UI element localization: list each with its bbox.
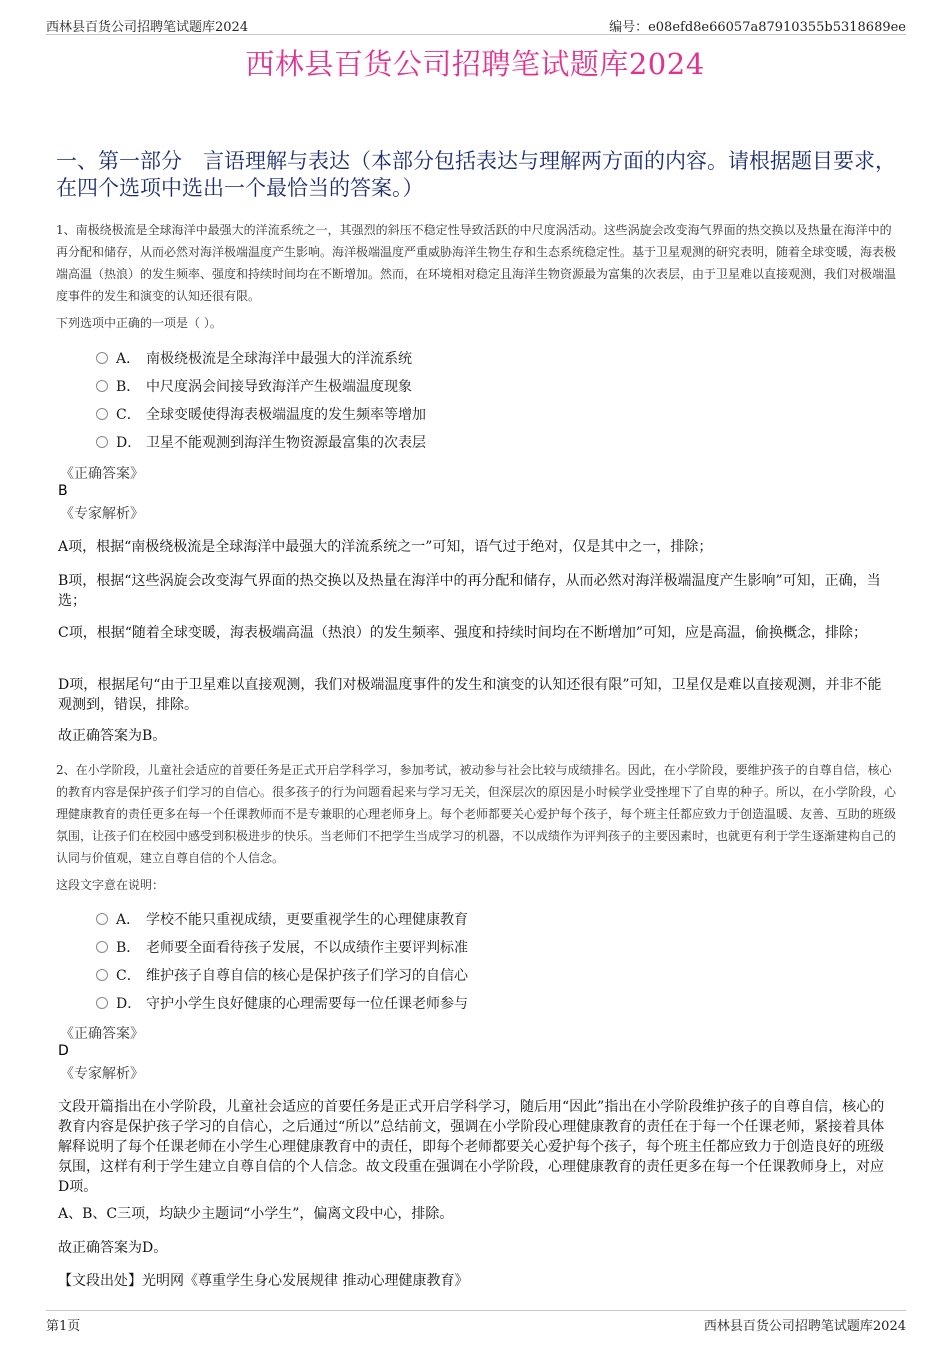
header-doc-id: 编号：e08efd8e66057a87910355b5318689ee xyxy=(609,20,906,35)
q1-analysis-d: D项，根据尾句“由于卫星难以直接观测，我们对极端温度事件的发生和演变的认知还很有限”可知，卫星仅是难以直接观测，并非不能观测到，错误，排除。 xyxy=(58,677,882,713)
header-left-text: 西林县百货公司招聘笔试题库2024 xyxy=(46,20,249,35)
question-2-prompt: 这段文字意在说明： xyxy=(56,878,165,892)
radio-icon[interactable] xyxy=(96,352,108,364)
question-2-text: 2、在小学阶段，儿童社会适应的首要任务是正式开启学科学习，参加考试，被动参与社会比较与成绩排名。因此，在小学阶段，要维护孩子的自尊自信，核心的教育内容是保护孩子们学习的自信心。很多孩子的行为问题看起来与学习无关，但深层次的原因是小时候学业受挫埋下了自卑的种子。所以，在小学阶段，心理健康教育的责任更多在每一个任课教师而不是专兼职的心理老师身上。每个老师都要关心爱护每个孩子，每个班主任都应致力于创造温暖、友善、互助的班级氛围，让孩子们在校园中感受到积极进步的快乐。当老师们不把学生当成学习的机器，不以成绩作为评判孩子的主要因素时，也就更有利于学生逐渐建构自己的认同与价值观，建立自尊自信的个人信念。 xyxy=(56,763,897,865)
q1-answer-label: 《正确答案》 xyxy=(60,466,144,482)
radio-icon[interactable] xyxy=(96,997,108,1009)
page-header xyxy=(46,14,906,35)
footer-title: 西林县百货公司招聘笔试题库2024 xyxy=(703,1319,906,1334)
q2-analysis-label: 《专家解析》 xyxy=(60,1066,144,1082)
page-title: 西林县百货公司招聘笔试题库2024 xyxy=(245,47,705,81)
q1-analysis-a: A项，根据“南极绕极流是全球海洋中最强大的洋流系统之一”可知，语气过于绝对，仅是其中之一，排除； xyxy=(58,539,713,555)
q2-answer-label: 《正确答案》 xyxy=(60,1026,144,1042)
q1-analysis-label: 《专家解析》 xyxy=(60,506,144,522)
radio-icon[interactable] xyxy=(96,408,108,420)
page-number: 第1页 xyxy=(46,1319,81,1334)
q2-option-a[interactable]: A． 学校不能只重视成绩，更要重视学生的心理健康教育 xyxy=(96,910,468,930)
page-footer xyxy=(46,1310,906,1334)
q1-option-c[interactable]: C． 全球变暖使得海表极端温度的发生频率等增加 xyxy=(96,405,426,425)
q1-analysis-conclusion: 故正确答案为B。 xyxy=(58,728,167,744)
radio-icon[interactable] xyxy=(96,941,108,953)
q1-analysis-c: C项，根据“随着全球变暖，海表极端高温（热浪）的发生频率、强度和持续时间均在不断增加”可知，应是高温，偷换概念，排除； xyxy=(58,625,868,641)
radio-icon[interactable] xyxy=(96,436,108,448)
q2-analysis-conclusion: 故正确答案为D。 xyxy=(58,1240,168,1256)
question-1-text: 1、南极绕极流是全球海洋中最强大的洋流系统之一，其强烈的斜压不稳定性导致活跃的中尺度涡活动。这些涡旋会改变海气界面的热交换以及热量在海洋中的再分配和储存，从而必然对海洋极端温度产生影响。海洋极端温度严重威胁海洋生物生存和生态系统稳定性。基于卫星观测的研究表明，随着全球变暖，海表极端高温（热浪）的发生频率、强度和持续时间均在不断增加。然而，在环境相对稳定且海洋生物资源最为富集的次表层，由于卫星难以直接观测，我们对极端温度事件的发生和演变的认知还很有限。 xyxy=(56,223,897,303)
q1-answer: B xyxy=(58,483,68,499)
question-1-prompt: 下列选项中正确的一项是（ ）。 xyxy=(56,316,222,330)
q1-option-d[interactable]: D． 卫星不能观测到海洋生物资源最富集的次表层 xyxy=(96,433,426,453)
section-heading: 一、第一部分 言语理解与表达（本部分包括表达与理解两方面的内容。请根据题目要求，在四个选项中选出一个最恰当的答案。） xyxy=(56,149,896,200)
q2-source: 【文段出处】光明网《尊重学生身心发展规律 推动心理健康教育》 xyxy=(58,1273,469,1289)
radio-icon[interactable] xyxy=(96,969,108,981)
q2-option-c[interactable]: C． 维护孩子自尊自信的核心是保护孩子们学习的自信心 xyxy=(96,966,468,986)
q2-option-b[interactable]: B． 老师要全面看待孩子发展，不以成绩作主要评判标准 xyxy=(96,938,468,958)
q1-option-a[interactable]: A． 南极绕极流是全球海洋中最强大的洋流系统 xyxy=(96,349,412,369)
radio-icon[interactable] xyxy=(96,913,108,925)
q2-analysis-others: A、B、C三项，均缺少主题词“小学生”，偏离文段中心，排除。 xyxy=(58,1206,454,1222)
q1-option-b[interactable]: B． 中尺度涡会间接导致海洋产生极端温度现象 xyxy=(96,377,412,397)
q2-analysis-main: 文段开篇指出在小学阶段，儿童社会适应的首要任务是正式开启学科学习，随后用“因此”指出在小学阶段维护孩子的自尊自信，核心的教育内容是保护孩子学习的自信心，之后通过“所以”总结前文，强调在小学阶段心理健康教育的责任在于每一个任课老师，紧接着具体解释说明了每个任课老师在小学生心理健康教育中的责任，即每个老师都要关心爱护每个孩子，每个班主任都应致力于创造良好的班级氛围，这样有利于学生建立自尊自信的个人信念。故文段重在强调在小学阶段，心理健康教育的责任更多在每一个任课教师身上，对应D项。 xyxy=(58,1099,885,1195)
radio-icon[interactable] xyxy=(96,380,108,392)
q2-option-d[interactable]: D． 守护小学生良好健康的心理需要每一位任课老师参与 xyxy=(96,994,468,1014)
q2-answer: D xyxy=(58,1043,69,1059)
q1-analysis-b: B项，根据“这些涡旋会改变海气界面的热交换以及热量在海洋中的再分配和储存，从而必然对海洋极端温度产生影响”可知，正确，当选； xyxy=(58,573,881,609)
